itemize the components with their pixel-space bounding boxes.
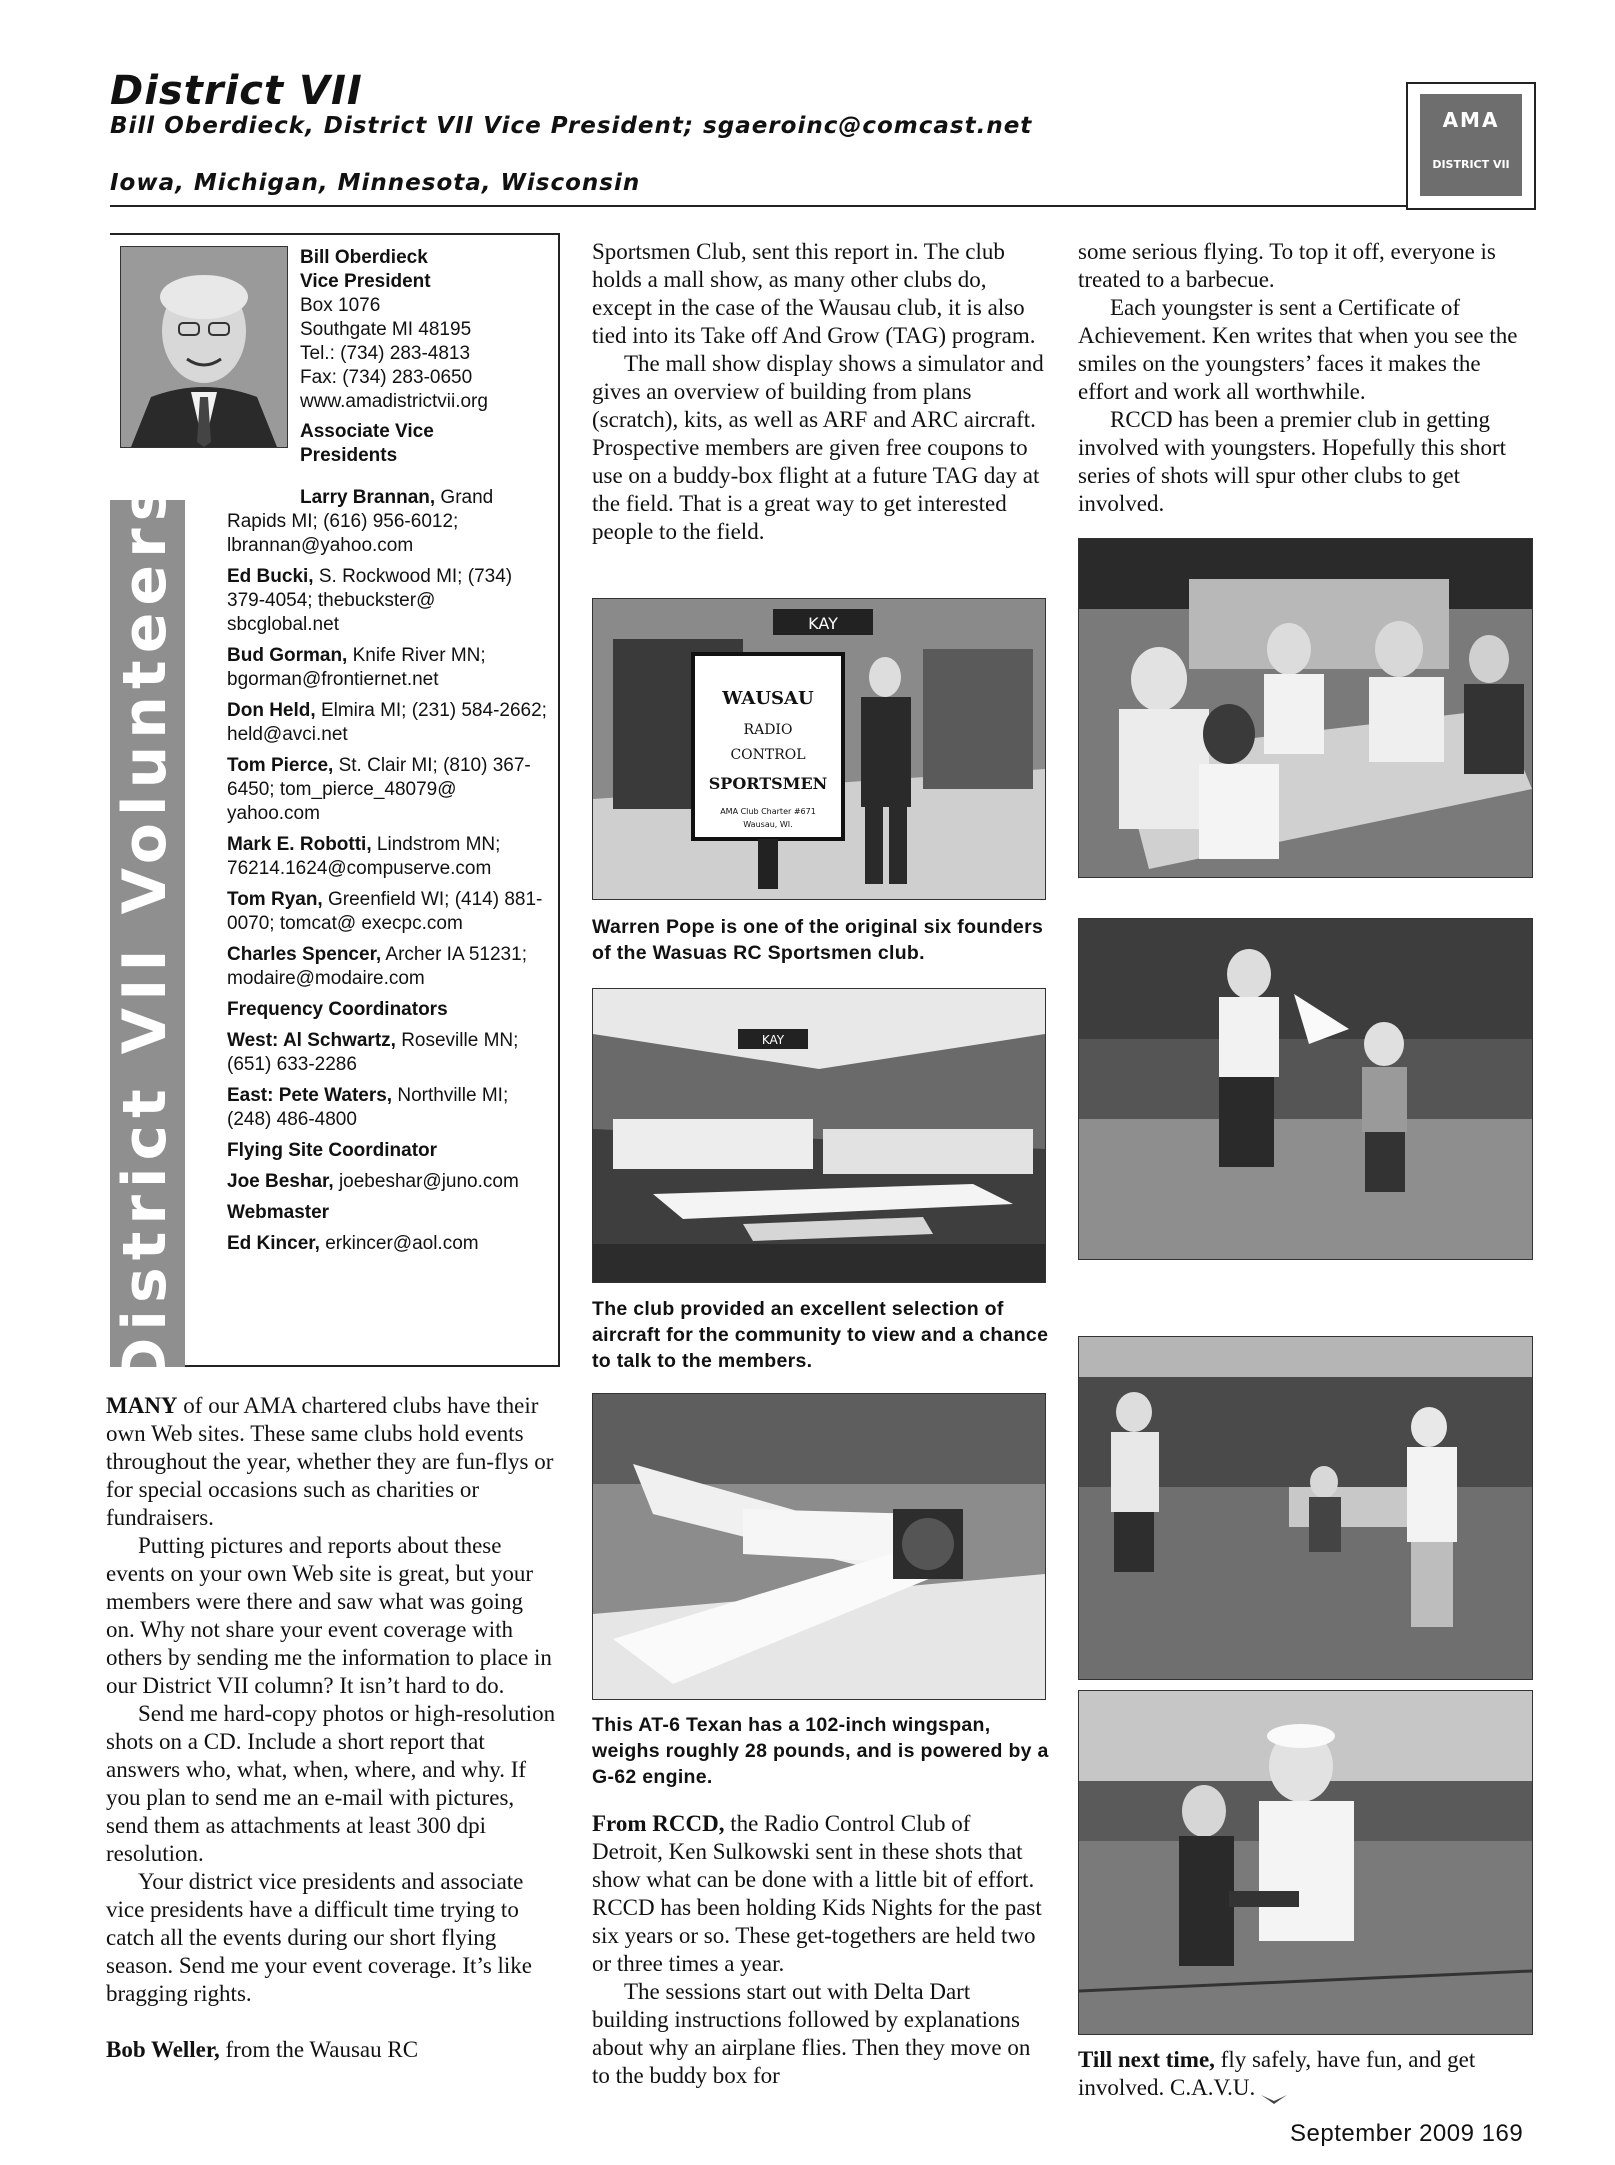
district-states: Iowa, Michigan, Minnesota, Wisconsin [110, 170, 641, 196]
store-sign-text: KAY [761, 1033, 785, 1047]
kids-night-image [1079, 1337, 1532, 1679]
photo-delta-dart-flying [1078, 918, 1533, 1260]
paragraph: some serious flying. To top it off, everyone is treated to a barbecue. [1078, 239, 1496, 292]
photo-at6-texan [592, 1393, 1046, 1700]
photo-caption: This AT-6 Texan has a 102-inch wingspan, weighs roughly 28 pounds, and is powered by a G-62 engine. [592, 1714, 1049, 1788]
article-column-2-top [592, 238, 1046, 546]
article-column-2-bottom [592, 1810, 1046, 2090]
vp-website: www.amadistrictvii.org [300, 391, 488, 412]
article-column-3-bottom [1078, 2046, 1532, 2102]
vp-contact-block [300, 246, 550, 468]
page-subtitle: Bill Oberdieck, District VII Vice President; sgaeroinc@comcast.net [110, 113, 1033, 139]
vp-fax: Fax: (734) 283-0650 [300, 367, 473, 388]
list-item: West: Al Schwartz, Roseville MN; (651) 633-2286 [227, 1030, 519, 1075]
flying-site-heading: Flying Site Coordinator [227, 1140, 438, 1161]
page-footer: September 2009 169 [1290, 2120, 1524, 2147]
logo-emblem [1420, 94, 1522, 196]
logo-ama-text: AMA [1442, 108, 1500, 132]
avp-heading-2: Presidents [300, 445, 398, 466]
sign-line: WAUSAU [722, 688, 814, 709]
webmaster-heading: Webmaster [227, 1202, 330, 1223]
vp-portrait-photo [120, 246, 288, 448]
paragraph: Till next time, fly safely, have fun, and get involved. C.A.V.U. [1078, 2046, 1532, 2102]
paragraph: Putting pictures and reports about these events on your own Web site is great, but your members were there and saw what was going on. Why not share your event coverage with others by sending me the information to place in our District VII column? It isn’t hard to do. [106, 1533, 552, 1698]
sign-small-text: AMA Club Charter #671 [720, 807, 816, 816]
list-item: Ed Kincer, erkincer@aol.com [227, 1233, 479, 1254]
paragraph: Bob Weller, from the Wausau RC [106, 2037, 419, 2062]
paragraph: Your district vice presidents and associate vice presidents have a difficult time trying to catch all the events during our short flying season. Send me your event coverage. It’s like bragging rights. [106, 1869, 533, 2006]
photo-buddy-box [1078, 1690, 1533, 2035]
list-item: East: Pete Waters, Northville MI; (248) 486-4800 [227, 1085, 509, 1130]
list-item: Mark E. Robotti, Lindstrom MN; 76214.1624@compuserve.com [227, 834, 501, 879]
frequency-heading: Frequency Coordinators [227, 999, 448, 1020]
sign-line: CONTROL [730, 747, 806, 763]
mall-show-image [593, 599, 1045, 899]
paragraph: From RCCD, the Radio Control Club of Detroit, Ken Sulkowski sent in these shots that show what can be done with a little bit of effort. RCCD has been holding Kids Nights for the past six years or so. These get-togethers are held two or three times a year. [592, 1811, 1042, 1976]
paragraph: Send me hard-copy photos or high-resolution shots on a CD. Include a short report that answers who, what, when, where, and why. If you plan to send me an e-mail with pictures, send them as attachments at least 300 dpi resolution. [106, 1701, 556, 1866]
list-item: Tom Pierce, St. Clair MI; (810) 367-6450; tom_pierce_48079@ yahoo.com [227, 755, 531, 824]
list-item: Don Held, Elmira MI; (231) 584-2662; held@avci.net [227, 700, 547, 745]
store-sign-text: KAY [808, 614, 838, 633]
photo-caption: The club provided an excellent selection of aircraft for the community to view and a chance to talk to the members. [592, 1298, 1049, 1372]
paragraph: The mall show display shows a simulator and gives an overview of building from plans (scratch), kits, as well as ARF and ARC aircraft. Prospective members are given free coupons to use on a buddy-box flight at a future TAG day at the field. That is a great way to get interested people to the field. [592, 351, 1044, 544]
vp-address-line: Box 1076 [300, 295, 381, 316]
sign-line: SPORTSMEN [708, 774, 828, 793]
buddy-box-image [1079, 1691, 1532, 2034]
paragraph: The sessions start out with Delta Dart building instructions followed by explanations about why an airplane flies. Then they move on to the buddy box for [592, 1979, 1031, 2088]
photo-caption: Warren Pope is one of the original six founders of the Wasuas RC Sportsmen club. [592, 916, 1044, 964]
photo-kids-night-group [1078, 1336, 1533, 1680]
volunteer-list [227, 486, 552, 1263]
portrait-image [121, 247, 287, 447]
avp-heading: Associate Vice [300, 421, 434, 442]
list-item: Joe Beshar, joebeshar@juno.com [227, 1171, 519, 1192]
ama-wings-icon [1261, 2084, 1287, 2096]
logo-district-text: DISTRICT VII [1432, 158, 1510, 171]
article-column-1 [106, 1392, 556, 2064]
at6-texan-image [593, 1394, 1045, 1699]
paragraph: RCCD has been a premier club in getting involved with youngsters. Hopefully this short series of shots will spur other clubs to get involved. [1078, 407, 1507, 516]
page-title: District VII [110, 68, 363, 114]
vp-name: Bill Oberdieck [300, 247, 428, 268]
article-column-3-top [1078, 238, 1532, 518]
header-rule [110, 205, 1532, 207]
vp-tel: Tel.: (734) 283-4813 [300, 343, 471, 364]
photo-aircraft-display [592, 988, 1046, 1283]
photo-kids-building [1078, 538, 1533, 878]
district-logo [1406, 82, 1536, 210]
paragraph: Each youngster is sent a Certificate of Achievement. Ken writes that when you see the smiles on the youngsters’ faces it makes the effort and work all worthwhile. [1078, 295, 1518, 404]
photo-mall-show-sign [592, 598, 1046, 900]
paragraph: Sportsmen Club, sent this report in. The club holds a mall show, as many other clubs do, except in the case of the Wausau club, it is also tied into its Take off And Grow (TAG) program. [592, 239, 1036, 348]
list-item: Charles Spencer, Archer IA 51231; modaire@modaire.com [227, 944, 527, 989]
list-item: Bud Gorman, Knife River MN; bgorman@frontiernet.net [227, 645, 486, 690]
delta-dart-image [1079, 919, 1532, 1259]
vp-role: Vice President [300, 271, 431, 292]
sidebar-vertical-title: District VII Volunteers [110, 478, 180, 1388]
sign-line: RADIO [743, 722, 793, 738]
list-item: Larry Brannan, Grand Rapids MI; (616) 956-6012; lbrannan@yahoo.com [227, 487, 494, 556]
sign-small-text: Wausau, WI. [743, 820, 793, 829]
list-item: Ed Bucki, S. Rockwood MI; (734) 379-4054; thebuckster@ sbcglobal.net [227, 566, 513, 635]
vp-address-line: Southgate MI 48195 [300, 319, 472, 340]
kids-building-image [1079, 539, 1532, 877]
aircraft-display-image [593, 989, 1045, 1282]
list-item: Tom Ryan, Greenfield WI; (414) 881-0070; tomcat@ execpc.com [227, 889, 543, 934]
paragraph: MANY of our AMA chartered clubs have their own Web sites. These same clubs hold events throughout the year, whether they are fun-flys or for special occasions such as charities or fundraisers. [106, 1393, 554, 1530]
